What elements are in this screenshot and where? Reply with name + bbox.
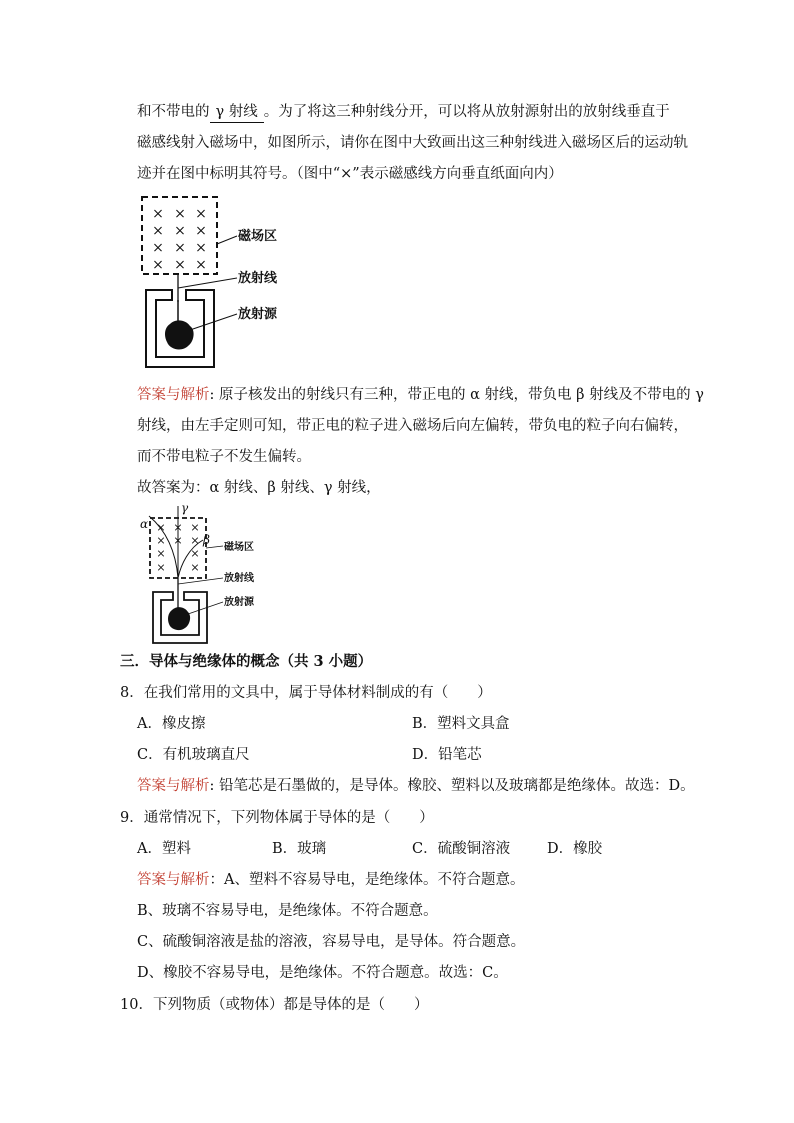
cross-mark: × (152, 240, 164, 256)
q8-answer (137, 776, 695, 796)
q8-option-c: C．有机玻璃直尺 (137, 747, 250, 763)
beta-symbol: β (203, 533, 210, 547)
intro-text: 。为了将这三种射线分开，可以将从放射源射出的放射线垂直于 (263, 104, 670, 120)
question-10-stem: 10．下列物质（或物体）都是导体的是（ ） (120, 997, 429, 1013)
cross-mark: × (195, 223, 207, 239)
figure-magnetic-field (130, 192, 300, 372)
answer7-line-1 (137, 385, 704, 405)
q8-option-b: B．塑料文具盒 (412, 716, 510, 732)
question-9-stem: 9．通常情况下，下列物体属于导体的是（ ） (120, 810, 434, 826)
answer-text: : 铅笔芯是石墨做的，是导体。橡胶、塑料以及玻璃都是绝缘体。故选：D。 (209, 778, 695, 794)
q9-answer-line-2: B、玻璃不容易导电，是绝缘体。不符合题意。 (137, 903, 438, 919)
cross-mark: × (173, 521, 183, 534)
cross-mark: × (190, 521, 200, 534)
q9-answer-line-1 (137, 870, 524, 890)
answer7-line-3: 而不带电粒子不发生偏转。 (137, 449, 311, 465)
answer-blank: γ 射线 (210, 102, 264, 123)
cross-mark: × (190, 534, 200, 547)
q9-option-d: D．橡胶 (547, 841, 603, 857)
question-8-stem: 8．在我们常用的文具中，属于导体材料制成的有（ ） (120, 685, 492, 701)
cross-mark: × (152, 257, 164, 273)
cross-mark: × (156, 521, 166, 534)
cross-mark: × (173, 534, 183, 547)
q8-option-d: D．铅笔芯 (412, 747, 482, 763)
cross-mark: × (195, 206, 207, 222)
ray-label: 放射线 (224, 573, 254, 584)
cross-mark: × (174, 257, 186, 273)
ray-label: 放射线 (238, 271, 278, 286)
cross-mark: × (156, 547, 166, 560)
q9-option-c: C．硫酸铜溶液 (412, 841, 511, 857)
section-title: 三．导体与绝缘体的概念（共 3 小题） (120, 653, 373, 670)
alpha-symbol: α (140, 517, 149, 531)
intro-line-1 (137, 102, 670, 123)
answer-label: 答案与解析 (137, 872, 210, 888)
q9-option-b: B．玻璃 (272, 841, 327, 857)
cross-mark: × (195, 240, 207, 256)
q9-answer-line-4: D、橡胶不容易导电，是绝缘体。不符合题意。故选：C。 (137, 965, 508, 981)
field-label: 磁场区 (238, 229, 278, 244)
q9-answer-line-3: C、硫酸铜溶液是盐的溶液，容易导电，是导体。符合题意。 (137, 934, 526, 950)
answer7-line-2: 射线，由左手定则可知，带正电的粒子进入磁场后向左偏转，带负电的粒子向右偏转， (137, 418, 688, 434)
figure-answer-tracks (135, 504, 285, 646)
source-label: 放射源 (238, 307, 278, 322)
q8-option-a: A．橡皮擦 (137, 716, 206, 732)
cross-mark: × (152, 206, 164, 222)
intro-text: 和不带电的 (137, 104, 210, 120)
cross-mark: × (156, 561, 166, 574)
intro-line-2: 磁感线射入磁场中，如图所示，请你在图中大致画出这三种射线进入磁场区后的运动轨 (137, 135, 688, 151)
cross-mark: × (174, 223, 186, 239)
cross-mark: × (190, 561, 200, 574)
cross-mark: × (174, 240, 186, 256)
cross-mark: × (190, 547, 200, 560)
field-label: 磁场区 (224, 542, 254, 553)
cross-mark: × (174, 206, 186, 222)
answer-label: 答案与解析 (137, 778, 210, 794)
answer-label: 答案与解析 (137, 387, 210, 403)
cross-mark: × (152, 223, 164, 239)
cross-mark: × (195, 257, 207, 273)
answer-text: : 原子核发出的射线只有三种，带正电的 α 射线，带负电 β 射线及不带电的 γ (209, 387, 704, 403)
answer-text: ：A、塑料不容易导电，是绝缘体。不符合题意。 (209, 872, 525, 888)
source-label: 放射源 (224, 597, 254, 608)
gamma-symbol: γ (181, 504, 189, 515)
intro-line-3: 迹并在图中标明其符号。（图中“×”表示磁感线方向垂直纸面向内） (137, 166, 563, 182)
answer7-line-4: 故答案为：α 射线、β 射线、γ 射线， (137, 480, 381, 496)
cross-mark: × (156, 534, 166, 547)
q9-option-a: A．塑料 (137, 841, 191, 857)
